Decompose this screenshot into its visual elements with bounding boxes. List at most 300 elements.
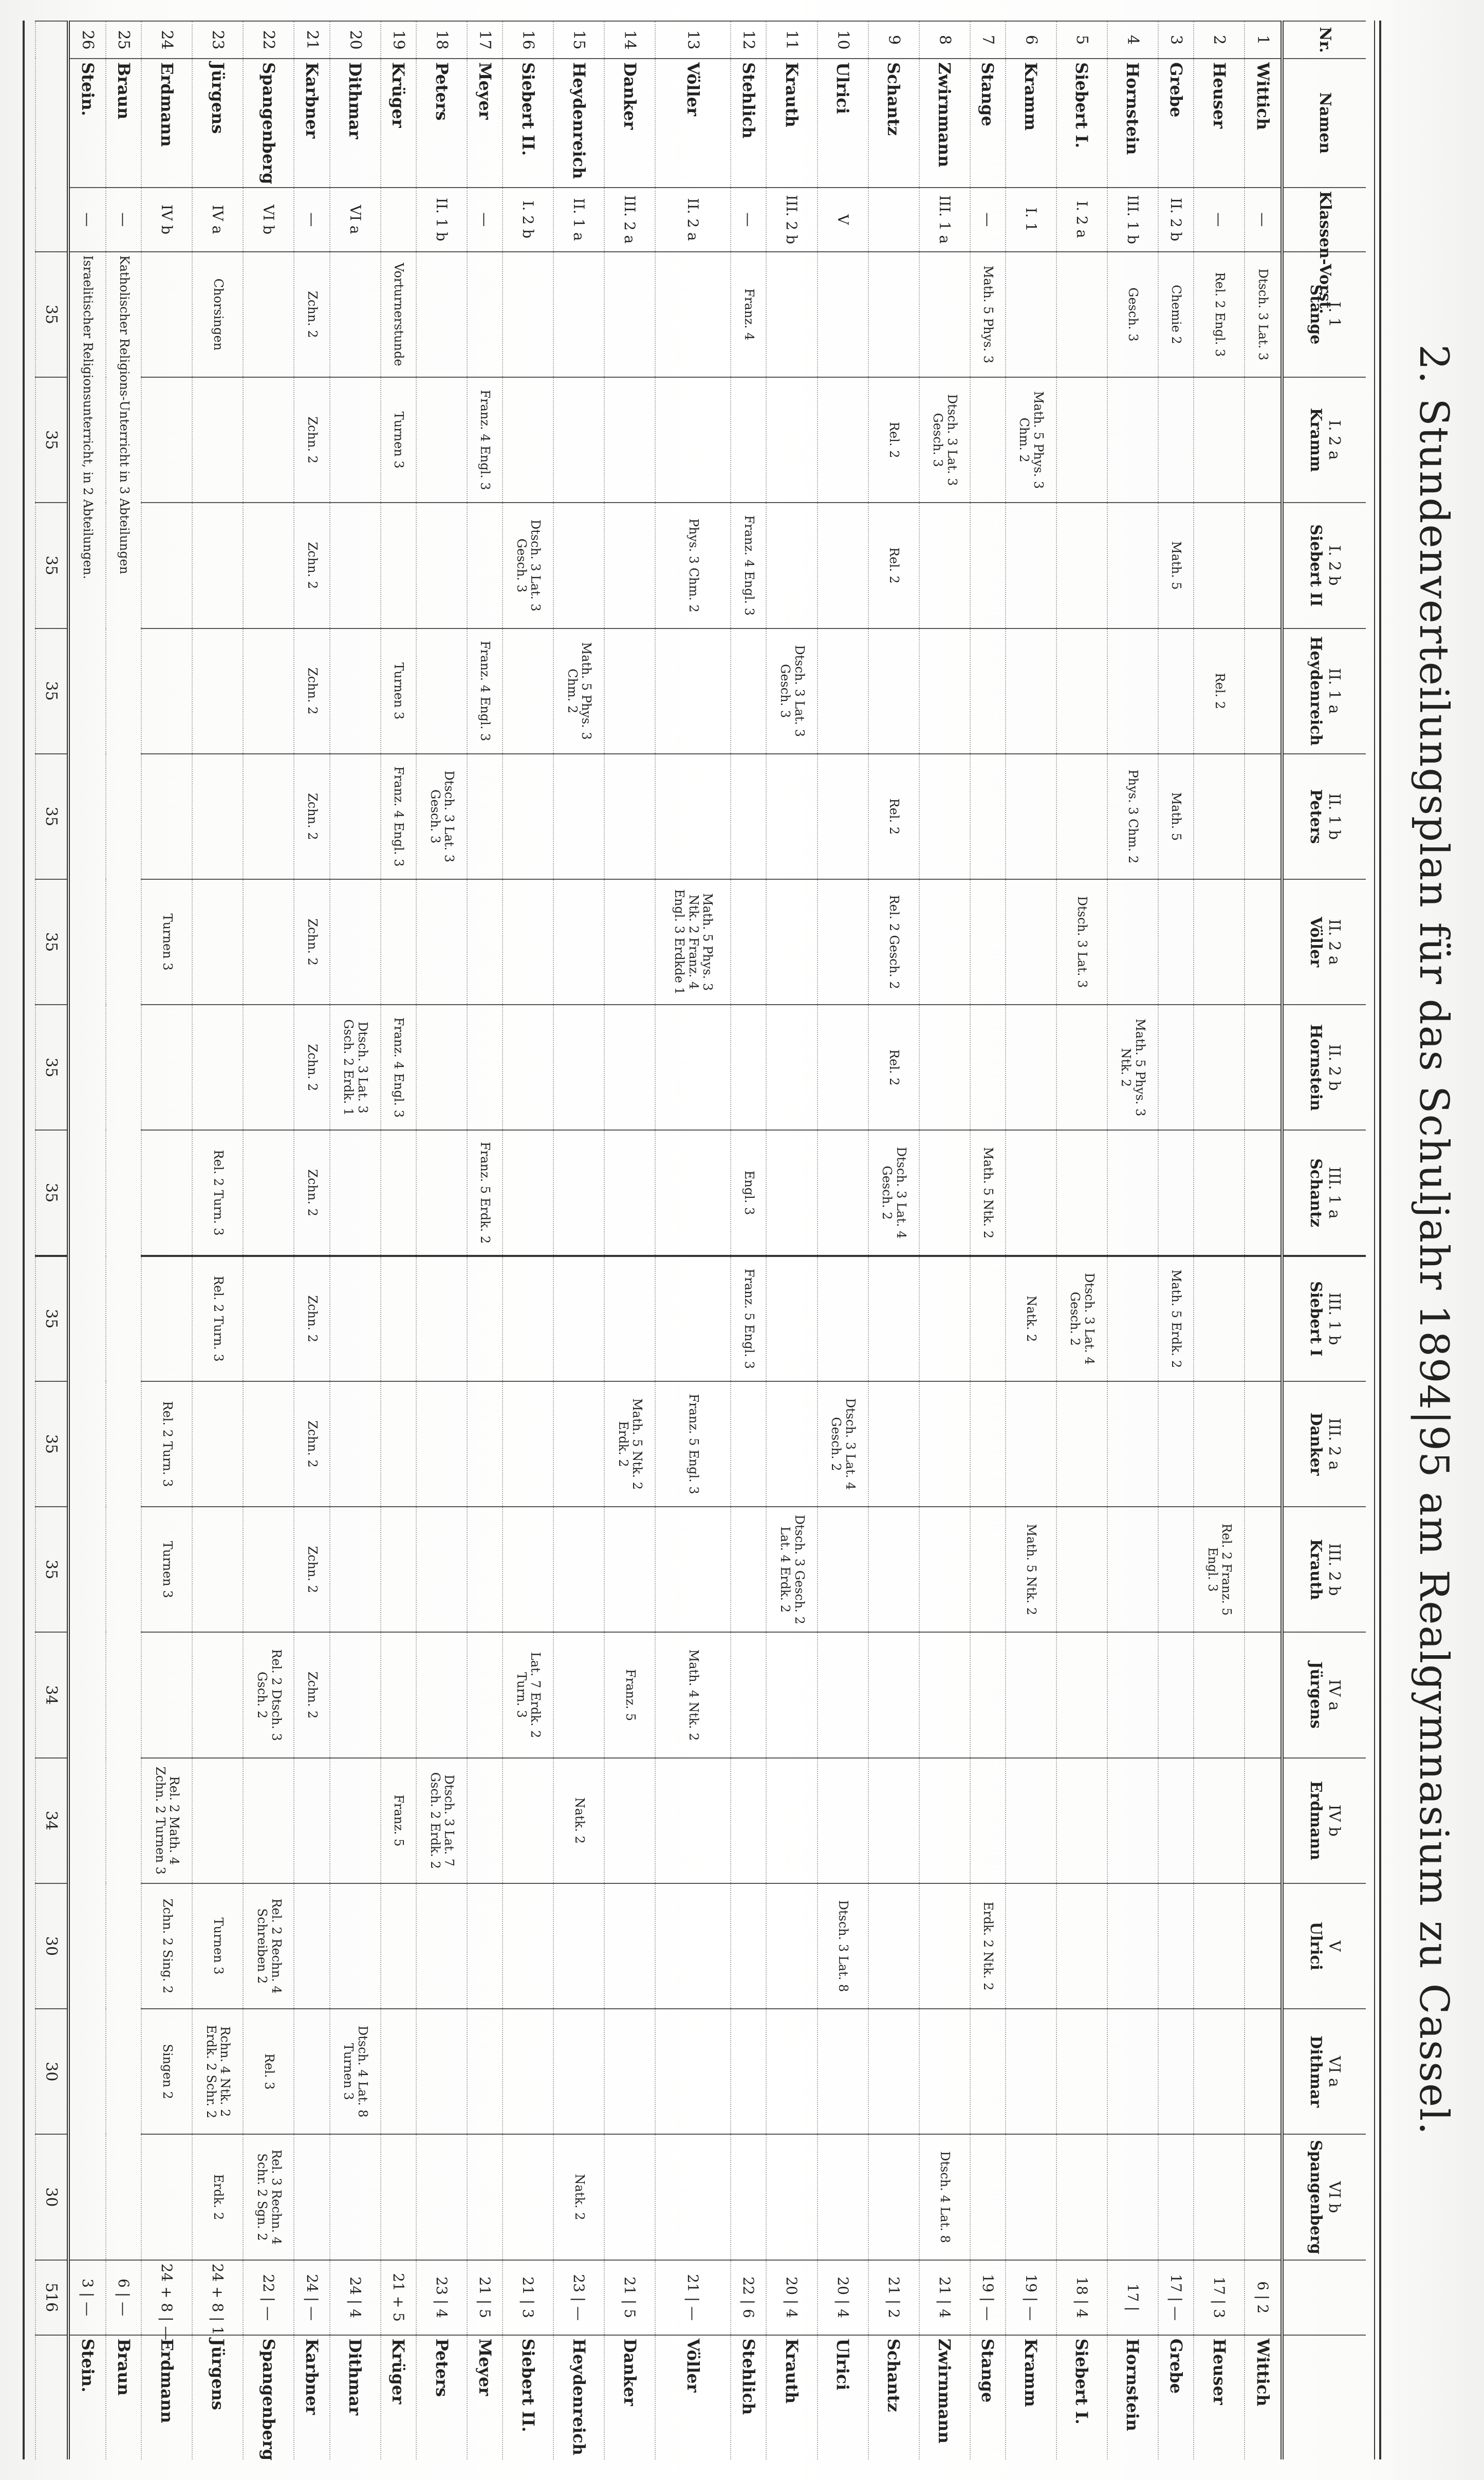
header-col (1282, 2134, 1366, 2260)
lesson-cell: Franz. 5 (604, 1632, 655, 1757)
lesson-cell (1006, 1381, 1056, 1507)
header-col (1282, 1256, 1366, 1381)
lesson-cell (731, 1883, 766, 2009)
header-teacher: Erdmann (1307, 1781, 1325, 1860)
hours-sum: 21 | 5 (467, 2260, 503, 2335)
lesson-cell: Rel. 2 Engl. 3 (1194, 252, 1245, 377)
lesson-cell (1107, 377, 1158, 503)
lesson-cell: Rel. 2 (868, 503, 919, 628)
lesson-cell (416, 2009, 467, 2134)
lesson-cell (243, 377, 294, 503)
lesson-cell (868, 2134, 919, 2260)
row-number: 17 (467, 21, 503, 59)
lesson-cell (1194, 503, 1245, 628)
lesson-cell (330, 252, 381, 377)
lesson-cell (553, 1256, 604, 1381)
teacher-name-repeat: Siebert II. (503, 2335, 553, 2459)
row-number: 22 (243, 21, 294, 59)
lesson-cell (1245, 754, 1282, 879)
lesson-cell (503, 252, 553, 377)
lesson-cell (243, 1381, 294, 1507)
table-row (655, 21, 731, 2459)
class-head: — (467, 188, 503, 252)
teacher-name: Ulrici (818, 59, 868, 188)
lesson-cell (416, 1256, 467, 1381)
header-teacher: Peters (1307, 789, 1325, 844)
class-head: — (68, 188, 106, 252)
lesson-cell (1194, 754, 1245, 879)
lesson-cell (604, 1507, 655, 1632)
lesson-cell (919, 1130, 970, 1255)
lesson-cell (766, 879, 817, 1005)
lesson-cell: Franz. 5 Engl. 3 (731, 1256, 766, 1381)
header-teacher: Ulrici (1307, 1921, 1325, 1971)
header-class: III. 1 b (1325, 1292, 1343, 1345)
hours-sum: 23 | — (553, 2260, 604, 2335)
lesson-cell (818, 377, 868, 503)
lesson-cell (330, 2134, 381, 2260)
teacher-name: Stein. (68, 59, 106, 188)
lesson-cell (766, 1632, 817, 1757)
lesson-cell (192, 1758, 243, 1883)
teacher-name: Hornstein (1107, 59, 1158, 188)
lesson-cell (1194, 1758, 1245, 1883)
lesson-cell: Rel. 2 (868, 377, 919, 503)
row-number: 1 (1245, 21, 1282, 59)
row-number: 21 (294, 21, 329, 59)
lesson-cell (330, 377, 381, 503)
header-teacher: Siebert I (1307, 1281, 1325, 1357)
lesson-cell: Dtsch. 3 Lat. 3 (1245, 252, 1282, 377)
lesson-cell (1107, 2134, 1158, 2260)
lesson-cell (243, 252, 294, 377)
lesson-cell (604, 1758, 655, 1883)
lesson-cell (604, 754, 655, 879)
page-title: 2. Stundenverteilungsplan für das Schuljahr 1894|95 am Realgymnasium zu Cassel. (1411, 344, 1457, 2136)
header-nr: Nr. (1282, 21, 1366, 59)
title-rule-thin (1374, 21, 1375, 2459)
lesson-cell (766, 2134, 817, 2260)
header-teacher: Dithmar (1307, 2035, 1325, 2108)
table-row (1194, 21, 1245, 2459)
lesson-cell (655, 2009, 731, 2134)
lesson-cell (141, 252, 192, 377)
lesson-cell (818, 252, 868, 377)
teacher-name: Erdmann (141, 59, 192, 188)
lesson-cell (1107, 503, 1158, 628)
table-row (1006, 21, 1056, 2459)
lesson-cell: Rel. 2 (1194, 628, 1245, 754)
lesson-cell: Dtsch. 4 Lat. 8 Turnen 3 (330, 2009, 381, 2134)
lesson-cell (604, 628, 655, 754)
lesson-cell (330, 754, 381, 879)
table-row (381, 21, 416, 2459)
lesson-cell (1006, 252, 1056, 377)
table-row (192, 21, 243, 2459)
lesson-cell (192, 1632, 243, 1757)
lesson-cell: Zchn. 2 (294, 1507, 329, 1632)
header-class: II. 1 a (1325, 668, 1343, 714)
lesson-cell: Turnen 3 (381, 377, 416, 503)
lesson-cell: Dtsch. 3 Lat. 3 Gsch. 2 Erdk. 1 (330, 1005, 381, 1130)
lesson-cell (1194, 2009, 1245, 2134)
header-teacher: Kramm (1307, 408, 1325, 472)
class-head: II. 1 b (416, 188, 467, 252)
lesson-cell (416, 2134, 467, 2260)
table-row (766, 21, 817, 2459)
header-teacher: Schantz (1307, 1158, 1325, 1228)
class-head: II. 2 b (1158, 188, 1194, 252)
class-head: III. 2 a (604, 188, 655, 252)
lesson-cell (1245, 1507, 1282, 1632)
lesson-cell (467, 1381, 503, 1507)
lesson-cell (381, 2009, 416, 2134)
lesson-cell (243, 503, 294, 628)
lesson-cell: Zchn. 2 (294, 1632, 329, 1757)
lesson-cell (604, 879, 655, 1005)
lesson-cell: Rel. 2 Rechn. 4 Schreiben 2 (243, 1883, 294, 2009)
class-head: — (1245, 188, 1282, 252)
lesson-cell (243, 754, 294, 879)
lesson-cell: Rchn. 4 Ntk. 2 Erdk. 2 Schr. 2 (192, 2009, 243, 2134)
lesson-cell (467, 252, 503, 377)
lesson-cell (919, 2009, 970, 2134)
row-number: 11 (766, 21, 817, 59)
class-head: VI b (243, 188, 294, 252)
header-col (1282, 1130, 1366, 1255)
lesson-cell (503, 377, 553, 503)
lesson-cell (818, 1632, 868, 1757)
lesson-cell (655, 628, 731, 754)
lesson-cell (1158, 879, 1194, 1005)
teacher-name-repeat: Erdmann (141, 2335, 192, 2459)
lesson-cell (766, 754, 817, 879)
header-col (1282, 879, 1366, 1005)
lesson-cell (604, 377, 655, 503)
lesson-cell (766, 1256, 817, 1381)
lesson-cell (1245, 2134, 1282, 2260)
lesson-cell: Natk. 2 (1006, 1256, 1056, 1381)
lesson-cell (1107, 2009, 1158, 2134)
lesson-cell (1107, 1507, 1158, 1632)
lesson-cell (1158, 1632, 1194, 1757)
schedule-table (35, 21, 1366, 2459)
lesson-cell (970, 1005, 1006, 1130)
header-teacher: Krauth (1307, 1539, 1325, 1600)
class-head (381, 188, 416, 252)
hours-sum: 19 | — (1006, 2260, 1056, 2335)
class-head: IV b (141, 188, 192, 252)
table-row (553, 21, 604, 2459)
hours-sum: 6 | 2 (1245, 2260, 1282, 2335)
lesson-cell (818, 879, 868, 1005)
total-cell: 35 (35, 1005, 68, 1130)
teacher-name-repeat: Danker (604, 2335, 655, 2459)
teacher-name-repeat: Spangenberg (243, 2335, 294, 2459)
hours-sum: 20 | 4 (818, 2260, 868, 2335)
lesson-cell (970, 377, 1006, 503)
row-number: 3 (1158, 21, 1194, 59)
header-teacher: Hornstein (1307, 1024, 1325, 1111)
teacher-name: Dithmar (330, 59, 381, 188)
lesson-cell (141, 628, 192, 754)
teacher-name: Krauth (766, 59, 817, 188)
lesson-cell (1107, 1883, 1158, 2009)
lesson-cell (655, 1758, 731, 1883)
lesson-cell (919, 879, 970, 1005)
teacher-name-repeat: Krüger (381, 2335, 416, 2459)
table-row (503, 21, 553, 2459)
hours-sum: 18 | 4 (1056, 2260, 1107, 2335)
header-col (1282, 1005, 1366, 1130)
lesson-cell: Turnen 3 (381, 628, 416, 754)
lesson-cell: Zchn. 2 (294, 252, 329, 377)
lesson-cell (1056, 377, 1107, 503)
lesson-cell (330, 879, 381, 1005)
table-row (330, 21, 381, 2459)
lesson-cell: Rel. 2 (868, 1005, 919, 1130)
header-class: IV b (1325, 1804, 1343, 1837)
lesson-cell (1158, 377, 1194, 503)
header-teacher: Jürgens (1307, 1661, 1325, 1729)
header-class: III. 1 a (1325, 1167, 1343, 1219)
lesson-cell: Dtsch. 3 Lat. 7 Gsch. 2 Erdk. 2 (416, 1758, 467, 1883)
lesson-cell (1056, 1381, 1107, 1507)
lesson-cell (970, 503, 1006, 628)
lesson-cell (467, 503, 503, 628)
lesson-cell (655, 252, 731, 377)
header-col (1282, 1507, 1366, 1632)
lesson-cell (416, 628, 467, 754)
total-cell: 35 (35, 1256, 68, 1381)
lesson-cell: Dtsch. 4 Lat. 8 (919, 2134, 970, 2260)
lesson-cell (766, 1005, 817, 1130)
lesson-cell (604, 2134, 655, 2260)
lesson-cell (330, 1632, 381, 1757)
lesson-cell (1194, 1883, 1245, 2009)
lesson-cell: Lat. 7 Erdk. 2 Turn. 3 (503, 1632, 553, 1757)
header-col (1282, 1883, 1366, 2009)
lesson-cell (141, 1632, 192, 1757)
row-number: 25 (106, 21, 141, 59)
lesson-cell (192, 754, 243, 879)
header-teacher: Danker (1307, 1412, 1325, 1476)
lesson-cell (655, 754, 731, 879)
hours-sum: 17 | (1107, 2260, 1158, 2335)
lesson-cell (141, 503, 192, 628)
table-row (68, 21, 106, 2459)
total-cell: 30 (35, 2134, 68, 2260)
lesson-cell: Math. 5 Phys. 3 (970, 252, 1006, 377)
lesson-cell (243, 879, 294, 1005)
title-rule (1379, 21, 1381, 2459)
class-head: IV a (192, 188, 243, 252)
lesson-cell (243, 1758, 294, 1883)
lesson-cell (1245, 628, 1282, 754)
lesson-cell (818, 1005, 868, 1130)
header-class: I. 2 b (1325, 545, 1343, 586)
teacher-name-repeat: Wittich (1245, 2335, 1282, 2459)
total-cell: 30 (35, 2009, 68, 2134)
lesson-cell: Engl. 3 (731, 1130, 766, 1255)
lesson-cell (416, 1005, 467, 1130)
total-cell: 35 (35, 1507, 68, 1632)
teacher-name-repeat: Hornstein (1107, 2335, 1158, 2459)
hours-sum: 23 | 4 (416, 2260, 467, 2335)
lesson-cell (970, 1632, 1006, 1757)
lesson-cell (416, 503, 467, 628)
class-head: VI a (330, 188, 381, 252)
totals-row (35, 21, 68, 2459)
lesson-cell (467, 2134, 503, 2260)
class-head: II. 1 a (553, 188, 604, 252)
lesson-cell (553, 1005, 604, 1130)
lesson-cell (604, 503, 655, 628)
lesson-cell (553, 1883, 604, 2009)
lesson-cell (503, 1130, 553, 1255)
lesson-cell (919, 1005, 970, 1130)
lesson-cell: Zchn. 2 (294, 879, 329, 1005)
lesson-cell: Rel. 2 Gesch. 2 (868, 879, 919, 1005)
lesson-cell (1006, 2009, 1056, 2134)
lesson-cell (141, 2134, 192, 2260)
lesson-cell: Franz. 4 Engl. 3 (467, 628, 503, 754)
lesson-cell (330, 1256, 381, 1381)
lesson-cell (330, 1883, 381, 2009)
row-number: 10 (818, 21, 868, 59)
lesson-cell (970, 2134, 1006, 2260)
total-cell: 35 (35, 503, 68, 628)
lesson-cell: Chemie 2 (1158, 252, 1194, 377)
totals-empty (35, 2335, 68, 2459)
lesson-cell (1006, 754, 1056, 879)
lesson-cell (919, 252, 970, 377)
lesson-cell (1107, 1758, 1158, 1883)
teacher-name: Heuser (1194, 59, 1245, 188)
table-row (1107, 21, 1158, 2459)
lesson-cell (731, 628, 766, 754)
lesson-cell (1158, 1883, 1194, 2009)
hours-sum: 22 | — (243, 2260, 294, 2335)
header-class: II. 1 b (1325, 793, 1343, 840)
lesson-cell (970, 754, 1006, 879)
lesson-cell (416, 1130, 467, 1255)
class-head: — (106, 188, 141, 252)
lesson-cell (503, 754, 553, 879)
lesson-cell (868, 1256, 919, 1381)
total-cell: 35 (35, 1381, 68, 1507)
lesson-cell (1245, 1758, 1282, 1883)
lesson-cell (604, 1883, 655, 2009)
class-head: — (970, 188, 1006, 252)
lesson-cell (294, 1883, 329, 2009)
hours-sum: 21 + 5 (381, 2260, 416, 2335)
table-row (416, 21, 467, 2459)
total-cell: 34 (35, 1632, 68, 1757)
lesson-cell: Zchn. 2 (294, 754, 329, 879)
teacher-name: Völler (655, 59, 731, 188)
lesson-cell (1107, 628, 1158, 754)
lesson-cell: Franz. 4 Engl. 3 (731, 503, 766, 628)
hours-sum: 20 | 4 (766, 2260, 817, 2335)
lesson-cell (818, 754, 868, 879)
lesson-cell: Phys. 3 Chm. 2 (655, 503, 731, 628)
lesson-cell (503, 2009, 553, 2134)
lesson-cell (1194, 1005, 1245, 1130)
lesson-cell (1158, 2134, 1194, 2260)
lesson-cell (330, 1507, 381, 1632)
lesson-cell: Math. 4 Ntk. 2 (655, 1632, 731, 1757)
class-head: III. 1 b (1107, 188, 1158, 252)
lesson-cell (655, 2134, 731, 2260)
header-teacher: Stange (1307, 284, 1325, 345)
schedule-table-area (35, 21, 1366, 2459)
teacher-name: Jürgens (192, 59, 243, 188)
lesson-cell (766, 1130, 817, 1255)
lesson-cell: Turnen 3 (141, 879, 192, 1005)
lesson-cell (141, 754, 192, 879)
lesson-cell (970, 1507, 1006, 1632)
lesson-cell (141, 1256, 192, 1381)
lesson-cell: Dtsch. 3 Lat. 4 Gesch. 2 (818, 1381, 868, 1507)
row-number: 9 (868, 21, 919, 59)
header-teacher: Völler (1307, 916, 1325, 968)
lesson-cell (1056, 2134, 1107, 2260)
header-class: III. 2 b (1325, 1543, 1343, 1596)
teacher-name-repeat: Grebe (1158, 2335, 1194, 2459)
lesson-cell: Israelitischer Religionsunterricht, in 2 Abteilungen. (68, 252, 106, 2260)
lesson-cell (919, 628, 970, 754)
lesson-cell (1245, 879, 1282, 1005)
teacher-name-repeat: Jürgens (192, 2335, 243, 2459)
lesson-cell (1056, 1883, 1107, 2009)
teacher-name-repeat: Dithmar (330, 2335, 381, 2459)
lesson-cell: Franz. 4 Engl. 3 (467, 377, 503, 503)
lesson-cell: Erdk. 2 Ntk. 2 (970, 1883, 1006, 2009)
lesson-cell (1194, 1130, 1245, 1255)
lesson-cell (467, 1883, 503, 2009)
total-cell: 35 (35, 252, 68, 377)
lesson-cell (919, 503, 970, 628)
lesson-cell (868, 1758, 919, 1883)
lesson-cell (604, 1130, 655, 1255)
lesson-cell: Singen 2 (141, 2009, 192, 2134)
lesson-cell (416, 1883, 467, 2009)
lesson-cell (192, 503, 243, 628)
lesson-cell (1158, 628, 1194, 754)
lesson-cell: Dtsch. 3 Lat. 3 Gesch. 3 (416, 754, 467, 879)
lesson-cell (1245, 1632, 1282, 1757)
lesson-cell (416, 1632, 467, 1757)
lesson-cell (381, 1130, 416, 1255)
total-cell: 35 (35, 879, 68, 1005)
lesson-cell (970, 628, 1006, 754)
lesson-cell: Dtsch. 3 Lat. 3 Gesch. 3 (766, 628, 817, 754)
lesson-cell (818, 503, 868, 628)
teacher-name-repeat: Siebert I. (1056, 2335, 1107, 2459)
lesson-cell (818, 1758, 868, 1883)
total-cell: 35 (35, 754, 68, 879)
lesson-cell (1006, 2134, 1056, 2260)
header-class: II. 2 a (1325, 919, 1343, 965)
lesson-cell: Dtsch. 3 Lat. 3 Gesch. 3 (919, 377, 970, 503)
lesson-cell (1107, 1632, 1158, 1757)
lesson-cell (381, 1632, 416, 1757)
lesson-cell (553, 252, 604, 377)
lesson-cell (1056, 503, 1107, 628)
hours-sum: 3 | — (68, 2260, 106, 2335)
hours-sum: 24 + 8 | — (141, 2260, 192, 2335)
